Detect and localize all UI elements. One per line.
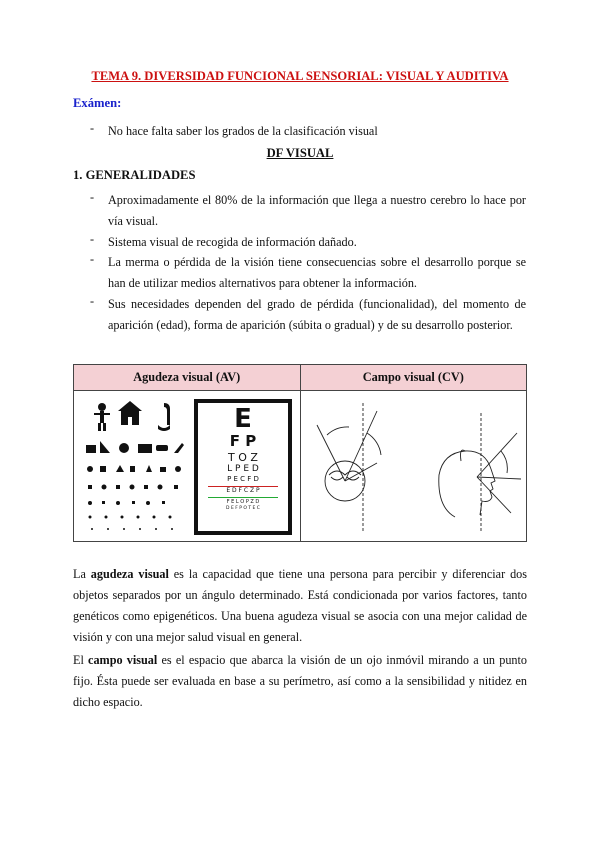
eye-chart-row: D E F P O T E C (226, 506, 260, 511)
section-heading: DF VISUAL (266, 146, 334, 160)
term-agudeza-visual: agudeza visual (90, 567, 169, 581)
campo-visual-cell (300, 391, 527, 542)
eye-chart-row: F E L O P Z D (226, 499, 260, 505)
agudeza-visual-cell (74, 391, 301, 542)
header-campo-visual: Campo visual (CV) (300, 365, 527, 391)
eye-chart-row: L P E D (227, 464, 259, 474)
agudeza-visual-paragraph: La agudeza visual es la capacidad que tiene una persona para percibir y diferenciar dos objetos separados por un ángulo determinado. Está condicionada por varios factores, tanto genéticos como epigenéticos. Una buena agudeza visual se asocia con una mejor calidad de visión y con una mejor salud visual en general. (73, 567, 527, 644)
eye-chart-row: E D F C Z P (226, 487, 260, 494)
campo-visual-paragraph: El campo visual es el espacio que abarca la visión de un ojo inmóvil mirando a un punto fijo. Ésta puede ser evaluada en base a su perímetro, así como a la sensibilidad y nitidez en dicho espacio. (73, 653, 527, 709)
snellen-chart (194, 399, 292, 535)
eye-chart-row: F P (229, 432, 257, 450)
subsection-heading: 1. GENERALIDADES (73, 168, 196, 182)
eye-chart-row: T O Z (228, 451, 258, 464)
list-dash: - (90, 190, 95, 204)
eye-chart-row: P E C F D (227, 475, 259, 483)
chart-green-line (208, 497, 278, 498)
list-dash: - (90, 232, 95, 246)
page-title: TEMA 9. DIVERSIDAD FUNCIONAL SENSORIAL: VISUAL Y AUDITIVA (91, 69, 509, 83)
term-campo-visual: campo visual (88, 653, 158, 667)
figure-table (73, 364, 527, 542)
eye-chart-row: E (234, 404, 252, 434)
general-item-text: Sus necesidades dependen del grado de pérdida (funcionalidad), del momento de aparición (edad), forma de aparición (súbita o gradual) y de su desarrollo posterior. (108, 297, 526, 332)
general-item-text: Aproximadamente el 80% de la información que llega a nuestro cerebro lo hace por vía visual. (108, 193, 526, 228)
general-item-text: La merma o pérdida de la visión tiene consecuencias sobre el desarrollo porque se han de utilizar medios alternativos para obtener la información. (108, 255, 526, 290)
exam-item-text: No hace falta saber los grados de la clasificación visual (108, 124, 378, 138)
list-dash: - (90, 294, 95, 308)
visual-field-illustration (305, 393, 525, 539)
list-dash: - (90, 121, 95, 135)
header-agudeza-visual: Agudeza visual (AV) (74, 365, 301, 391)
pictogram-chart-illustration (80, 397, 195, 537)
list-dash: - (90, 252, 95, 266)
exam-heading: Exámen: (73, 96, 122, 110)
general-item-text: Sistema visual de recogida de información dañado. (108, 235, 357, 249)
